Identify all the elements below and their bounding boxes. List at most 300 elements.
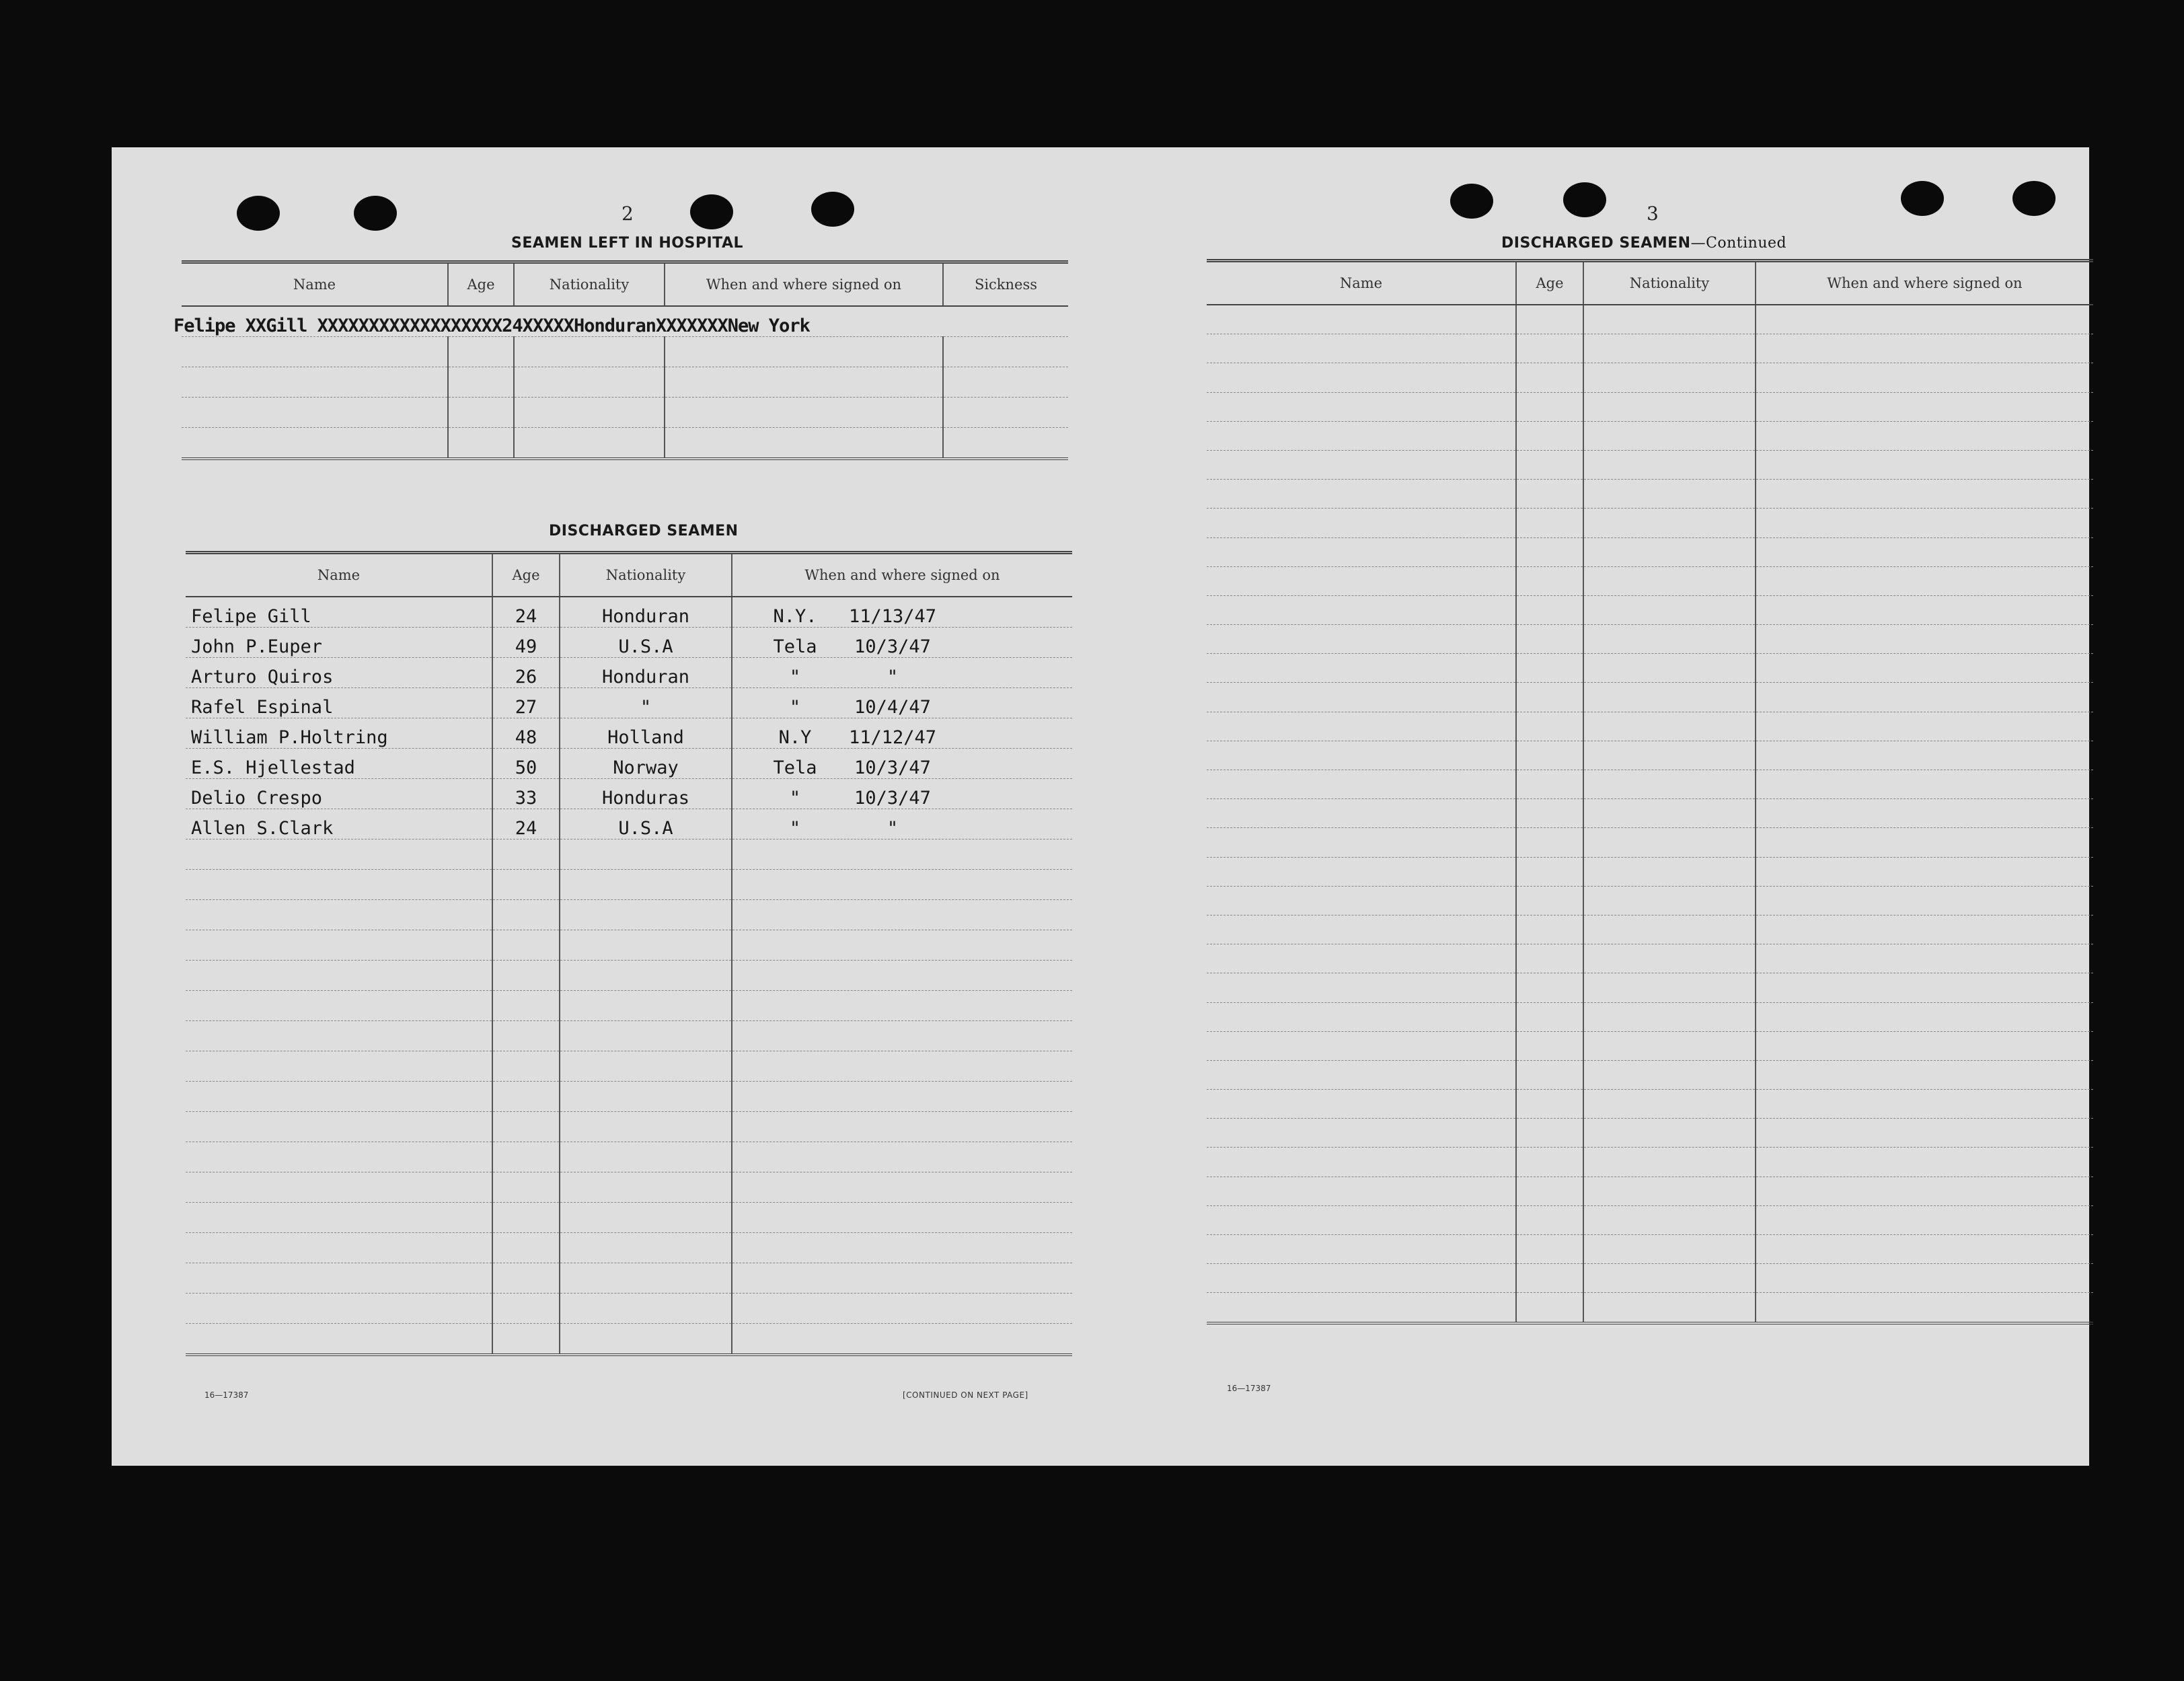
blank-cell: [1516, 683, 1583, 712]
blank-cell: [1583, 509, 1756, 537]
seaman-age: [492, 1051, 560, 1082]
seaman-name: [186, 1142, 492, 1172]
table-row: [182, 428, 1068, 459]
table-row: [1207, 1264, 2093, 1293]
table-row: [186, 1021, 1072, 1051]
seaman-nationality: [560, 930, 732, 961]
table-row: [186, 961, 1072, 991]
signed-on-cell: [732, 1021, 1072, 1051]
seaman-name: [186, 961, 492, 991]
blank-cell: [1207, 480, 1516, 509]
seaman-age: [492, 1142, 560, 1172]
blank-cell: [1207, 654, 1516, 683]
blank-cell: [1756, 799, 2093, 828]
seaman-nationality: [560, 870, 732, 900]
continued-note: [CONTINUED ON NEXT PAGE]: [903, 1390, 1028, 1400]
blank-cell: [1516, 537, 1583, 566]
blank-cell: [1207, 305, 1516, 334]
blank-cell: [1207, 1205, 1516, 1234]
table-row: [186, 809, 1072, 839]
signed-on-place: ": [789, 667, 801, 687]
blank-cell: [1583, 828, 1756, 857]
column-header-age: Age: [1516, 261, 1583, 305]
seaman-age: [492, 1203, 560, 1233]
table-row: [1207, 305, 2093, 334]
table-row: [1207, 886, 2093, 915]
table-row: [1207, 509, 2093, 537]
seaman-nationality: Norway: [560, 749, 732, 779]
signed-on-cell: [732, 900, 1072, 930]
blank-cell: [1516, 770, 1583, 799]
hospital-section-title: SEAMEN LEFT IN HOSPITAL: [511, 235, 744, 252]
blank-cell: [1516, 1090, 1583, 1119]
blank-cell: [1583, 683, 1756, 712]
table-row: [186, 991, 1072, 1021]
seaman-nationality: [560, 1142, 732, 1172]
blank-cell: [1516, 1002, 1583, 1031]
table-row: [1207, 566, 2093, 595]
blank-cell: [1756, 363, 2093, 392]
blank-cell: [1756, 683, 2093, 712]
seaman-name: [186, 1112, 492, 1142]
table-row: [186, 1233, 1072, 1263]
seaman-age: [492, 870, 560, 900]
seaman-nationality: Holland: [560, 718, 732, 749]
blank-cell: [1516, 1293, 1583, 1323]
signed-on-cell: [732, 870, 1072, 900]
table-row: [1207, 683, 2093, 712]
seaman-nationality: ": [560, 688, 732, 718]
seaman-age: [492, 900, 560, 930]
signed-on-cell: [732, 779, 1072, 809]
seaman-age: [492, 1263, 560, 1294]
blank-cell: [1516, 305, 1583, 334]
blank-cell: [1583, 363, 1756, 392]
table-row: [186, 930, 1072, 961]
table-row: [186, 749, 1072, 779]
discharged-section-title: DISCHARGED SEAMEN: [549, 523, 739, 539]
blank-cell: [1207, 770, 1516, 799]
table-row: [1207, 712, 2093, 741]
signed-on-cell: [732, 809, 1072, 839]
table-row: [1207, 741, 2093, 770]
blank-cell: [1207, 625, 1516, 654]
signed-on-cell: [732, 1324, 1072, 1355]
blank-cell: [1583, 1205, 1756, 1234]
blank-cell: [1516, 1148, 1583, 1176]
blank-cell: [1583, 1293, 1756, 1323]
seaman-name: [186, 1172, 492, 1203]
blank-cell: [1756, 915, 2093, 944]
blank-cell: [1516, 595, 1583, 624]
discharged-continued-table: [1207, 259, 2093, 1324]
table-row: [186, 870, 1072, 900]
seaman-name: [186, 1233, 492, 1263]
seaman-age: 24: [492, 809, 560, 839]
blank-cell: [1516, 741, 1583, 770]
blank-cell: [1756, 305, 2093, 334]
seaman-age: [492, 1172, 560, 1203]
table-row: [186, 900, 1072, 930]
table-row: [182, 398, 1068, 428]
table-row: [1207, 1002, 2093, 1031]
punch-hole: [811, 192, 854, 227]
table-row: [1207, 450, 2093, 479]
blank-cell: [1516, 509, 1583, 537]
seaman-name: John P.Euper: [186, 628, 492, 658]
blank-cell: [1756, 886, 2093, 915]
signed-on-cell: [732, 961, 1072, 991]
seaman-name: [186, 1021, 492, 1051]
column-header-name: Name: [186, 553, 492, 597]
table-row: [186, 688, 1072, 718]
signed-on-cell: [732, 1294, 1072, 1324]
signed-on-place: Tela: [773, 757, 817, 778]
signed-on-date: 10/4/47: [854, 697, 931, 718]
blank-cell: [1756, 392, 2093, 421]
table-row: [182, 337, 1068, 367]
signed-on-cell: [732, 658, 1072, 688]
column-header-age: Age: [448, 262, 514, 307]
table-row: [186, 1324, 1072, 1355]
signed-on-cell: [732, 688, 1072, 718]
blank-cell: [1516, 1235, 1583, 1264]
seaman-nationality: [560, 1263, 732, 1294]
blank-cell: [1583, 944, 1756, 973]
blank-cell: [1207, 886, 1516, 915]
table-row: [1207, 392, 2093, 421]
blank-cell: [1207, 973, 1516, 1002]
column-header-signed-on: When and where signed on: [1756, 261, 2093, 305]
blank-cell: [1583, 712, 1756, 741]
blank-cell: [1756, 944, 2093, 973]
seaman-nationality: [560, 1172, 732, 1203]
seaman-name: [186, 1324, 492, 1355]
seaman-nationality: [560, 1324, 732, 1355]
blank-cell: [1207, 1031, 1516, 1060]
seaman-nationality: Honduran: [560, 658, 732, 688]
page-number-right: 3: [1647, 202, 1659, 225]
signed-on-cell: [732, 991, 1072, 1021]
blank-cell: [1756, 1205, 2093, 1234]
seaman-age: 33: [492, 779, 560, 809]
signed-on-date: 10/3/47: [854, 788, 931, 809]
signed-on-cell: [732, 628, 1072, 658]
signed-on-place: ": [789, 788, 801, 809]
blank-cell: [1583, 1002, 1756, 1031]
seaman-name: Arturo Quiros: [186, 658, 492, 688]
blank-cell: [1756, 1235, 2093, 1264]
signed-on-date: 11/12/47: [848, 727, 937, 748]
table-row: [1207, 480, 2093, 509]
blank-cell: [1207, 1235, 1516, 1264]
table-row: [1207, 421, 2093, 450]
blank-cell: [1516, 1205, 1583, 1234]
table-row: [1207, 537, 2093, 566]
seaman-age: [492, 991, 560, 1021]
blank-cell: [1583, 537, 1756, 566]
signed-on-cell: [732, 1172, 1072, 1203]
blank-cell: [1756, 1148, 2093, 1176]
signed-on-place: ": [789, 697, 801, 718]
blank-cell: [1207, 683, 1516, 712]
blank-cell: [1583, 741, 1756, 770]
seaman-age: 50: [492, 749, 560, 779]
seaman-name: E.S. Hjellestad: [186, 749, 492, 779]
table-row: [186, 1203, 1072, 1233]
seaman-name: Allen S.Clark: [186, 809, 492, 839]
blank-cell: [1207, 1090, 1516, 1119]
seaman-age: [492, 1233, 560, 1263]
table-row: [1207, 1060, 2093, 1089]
punch-hole: [237, 196, 280, 231]
table-row: [1207, 915, 2093, 944]
seaman-nationality: Honduran: [560, 597, 732, 628]
blank-cell: [1583, 1031, 1756, 1060]
blank-cell: [1207, 944, 1516, 973]
blank-cell: [1516, 421, 1583, 450]
column-header-signed-on: When and where signed on: [732, 553, 1072, 597]
seaman-name: Delio Crespo: [186, 779, 492, 809]
blank-cell: [1516, 566, 1583, 595]
punch-hole: [1563, 182, 1606, 217]
seaman-nationality: [560, 1112, 732, 1142]
seaman-age: 27: [492, 688, 560, 718]
punch-hole: [1901, 181, 1944, 216]
signed-on-cell: [732, 1142, 1072, 1172]
blank-cell: [1583, 915, 1756, 944]
table-row: [1207, 1090, 2093, 1119]
punch-hole: [1450, 184, 1493, 219]
column-header-nationality: Nationality: [560, 553, 732, 597]
signed-on-date: 10/3/47: [854, 757, 931, 778]
seaman-nationality: [560, 1051, 732, 1082]
struck-hospital-entry: Felipe XXGill XXXXXXXXXXXXXXXXXX24XXXXXHonduranXXXXXXXNew York: [174, 306, 1060, 337]
seaman-name: William P.Holtring: [186, 718, 492, 749]
blank-cell: [1207, 1119, 1516, 1148]
blank-cell: [1756, 1293, 2093, 1323]
blank-cell: [1516, 886, 1583, 915]
blank-cell: [1583, 305, 1756, 334]
seaman-name: [186, 870, 492, 900]
table-row: [186, 1294, 1072, 1324]
blank-cell: [1583, 392, 1756, 421]
signed-on-date: ": [887, 667, 899, 687]
blank-cell: [1583, 595, 1756, 624]
seaman-name: [186, 1051, 492, 1082]
blank-cell: [1207, 1002, 1516, 1031]
blank-cell: [1207, 857, 1516, 886]
blank-cell: [1207, 1060, 1516, 1089]
table-row: [1207, 1148, 2093, 1176]
blank-cell: [1207, 392, 1516, 421]
blank-cell: [1756, 1090, 2093, 1119]
blank-cell: [1583, 1148, 1756, 1176]
signed-on-date: ": [887, 818, 899, 839]
table-row: [186, 718, 1072, 749]
blank-cell: [1583, 770, 1756, 799]
seaman-age: [492, 961, 560, 991]
table-row: [1207, 973, 2093, 1002]
table-row: [182, 306, 1068, 337]
signed-on-cell: [732, 1263, 1072, 1294]
signed-on-cell: [732, 1051, 1072, 1082]
table-row: [1207, 770, 2093, 799]
title-text: DISCHARGED SEAMEN: [1501, 235, 1691, 252]
seaman-name: [186, 1203, 492, 1233]
blank-cell: [1583, 973, 1756, 1002]
blank-cell: [1756, 1060, 2093, 1089]
blank-cell: [1207, 537, 1516, 566]
blank-cell: [1207, 1264, 1516, 1293]
seaman-age: 48: [492, 718, 560, 749]
blank-cell: [1756, 1264, 2093, 1293]
blank-cell: [1516, 857, 1583, 886]
seaman-age: [492, 930, 560, 961]
blank-cell: [1207, 421, 1516, 450]
table-row: [186, 1263, 1072, 1294]
blank-cell: [1583, 1090, 1756, 1119]
table-row: [1207, 944, 2093, 973]
table-row: [186, 658, 1072, 688]
seaman-nationality: [560, 1294, 732, 1324]
signed-on-cell: [732, 718, 1072, 749]
table-row: [1207, 1119, 2093, 1148]
blank-cell: [1516, 712, 1583, 741]
blank-cell: [1516, 363, 1583, 392]
blank-cell: [1756, 770, 2093, 799]
punch-hole: [354, 196, 397, 231]
signed-on-cell: [732, 597, 1072, 628]
table-row: [186, 1051, 1072, 1082]
blank-cell: [1756, 450, 2093, 479]
blank-cell: [1207, 509, 1516, 537]
table-row: [1207, 1235, 2093, 1264]
blank-cell: [1756, 595, 2093, 624]
seaman-age: [492, 1112, 560, 1142]
blank-cell: [1756, 1002, 2093, 1031]
seaman-name: [186, 930, 492, 961]
seaman-name: [186, 1294, 492, 1324]
blank-cell: [1516, 334, 1583, 363]
blank-cell: [1207, 1148, 1516, 1176]
signed-on-place: N.Y: [778, 727, 812, 748]
punch-hole: [2012, 181, 2056, 216]
seaman-nationality: [560, 900, 732, 930]
blank-cell: [1207, 915, 1516, 944]
blank-cell: [1207, 828, 1516, 857]
form-number: 16—17387: [204, 1390, 249, 1400]
blank-cell: [1583, 1264, 1756, 1293]
column-header-sickness: Sickness: [943, 262, 1068, 307]
blank-cell: [1583, 334, 1756, 363]
table-row: [186, 628, 1072, 658]
seaman-age: [492, 1021, 560, 1051]
blank-cell: [1516, 1264, 1583, 1293]
blank-cell: [1756, 480, 2093, 509]
blank-cell: [1756, 1119, 2093, 1148]
column-header-age: Age: [492, 553, 560, 597]
signed-on-cell: [732, 839, 1072, 870]
blank-cell: [1516, 973, 1583, 1002]
table-row: [1207, 799, 2093, 828]
seaman-name: [186, 839, 492, 870]
signed-on-date: 11/13/47: [848, 606, 937, 627]
seaman-name: [186, 1263, 492, 1294]
blank-cell: [1756, 334, 2093, 363]
signed-on-date: 10/3/47: [854, 636, 931, 657]
blank-cell: [1583, 450, 1756, 479]
blank-cell: [1207, 799, 1516, 828]
table-row: [186, 839, 1072, 870]
table-row: [1207, 363, 2093, 392]
column-header-name: Name: [1207, 261, 1516, 305]
signed-on-cell: [732, 1082, 1072, 1112]
blank-cell: [1756, 741, 2093, 770]
blank-cell: [1516, 654, 1583, 683]
blank-cell: [1207, 1176, 1516, 1205]
blank-cell: [1516, 1176, 1583, 1205]
seaman-name: Rafel Espinal: [186, 688, 492, 718]
blank-cell: [1756, 1176, 2093, 1205]
seaman-nationality: [560, 1082, 732, 1112]
seaman-age: [492, 1294, 560, 1324]
table-row: [1207, 595, 2093, 624]
hospital-table: [174, 260, 1068, 460]
signed-on-place: N.Y.: [773, 606, 817, 627]
blank-cell: [1583, 654, 1756, 683]
blank-cell: [1207, 334, 1516, 363]
signed-on-place: Tela: [773, 636, 817, 657]
blank-cell: [1516, 625, 1583, 654]
blank-cell: [1756, 421, 2093, 450]
blank-cell: [1583, 625, 1756, 654]
seaman-age: 49: [492, 628, 560, 658]
blank-cell: [1516, 828, 1583, 857]
blank-cell: [1583, 1060, 1756, 1089]
seaman-age: [492, 1082, 560, 1112]
column-header-name: Name: [182, 262, 448, 307]
seaman-nationality: [560, 961, 732, 991]
blank-cell: [1516, 1119, 1583, 1148]
signed-on-cell: [732, 930, 1072, 961]
blank-cell: [1583, 421, 1756, 450]
table-row: [1207, 1176, 2093, 1205]
blank-cell: [1583, 1235, 1756, 1264]
blank-cell: [1516, 1031, 1583, 1060]
blank-cell: [1207, 741, 1516, 770]
table-row: [186, 1112, 1072, 1142]
blank-cell: [1583, 566, 1756, 595]
blank-cell: [1207, 712, 1516, 741]
blank-cell: [1756, 712, 2093, 741]
seaman-age: [492, 839, 560, 870]
title-suffix: —Continued: [1690, 235, 1787, 252]
blank-cell: [1516, 392, 1583, 421]
blank-cell: [1516, 915, 1583, 944]
blank-cell: [1207, 363, 1516, 392]
column-header-nationality: Nationality: [514, 262, 665, 307]
table-row: [186, 1172, 1072, 1203]
page-number-left: 2: [622, 202, 634, 225]
seaman-nationality: [560, 1021, 732, 1051]
blank-cell: [1583, 799, 1756, 828]
blank-cell: [1516, 480, 1583, 509]
table-row: [1207, 654, 2093, 683]
table-row: [1207, 1205, 2093, 1234]
blank-cell: [1516, 450, 1583, 479]
table-row: [1207, 828, 2093, 857]
